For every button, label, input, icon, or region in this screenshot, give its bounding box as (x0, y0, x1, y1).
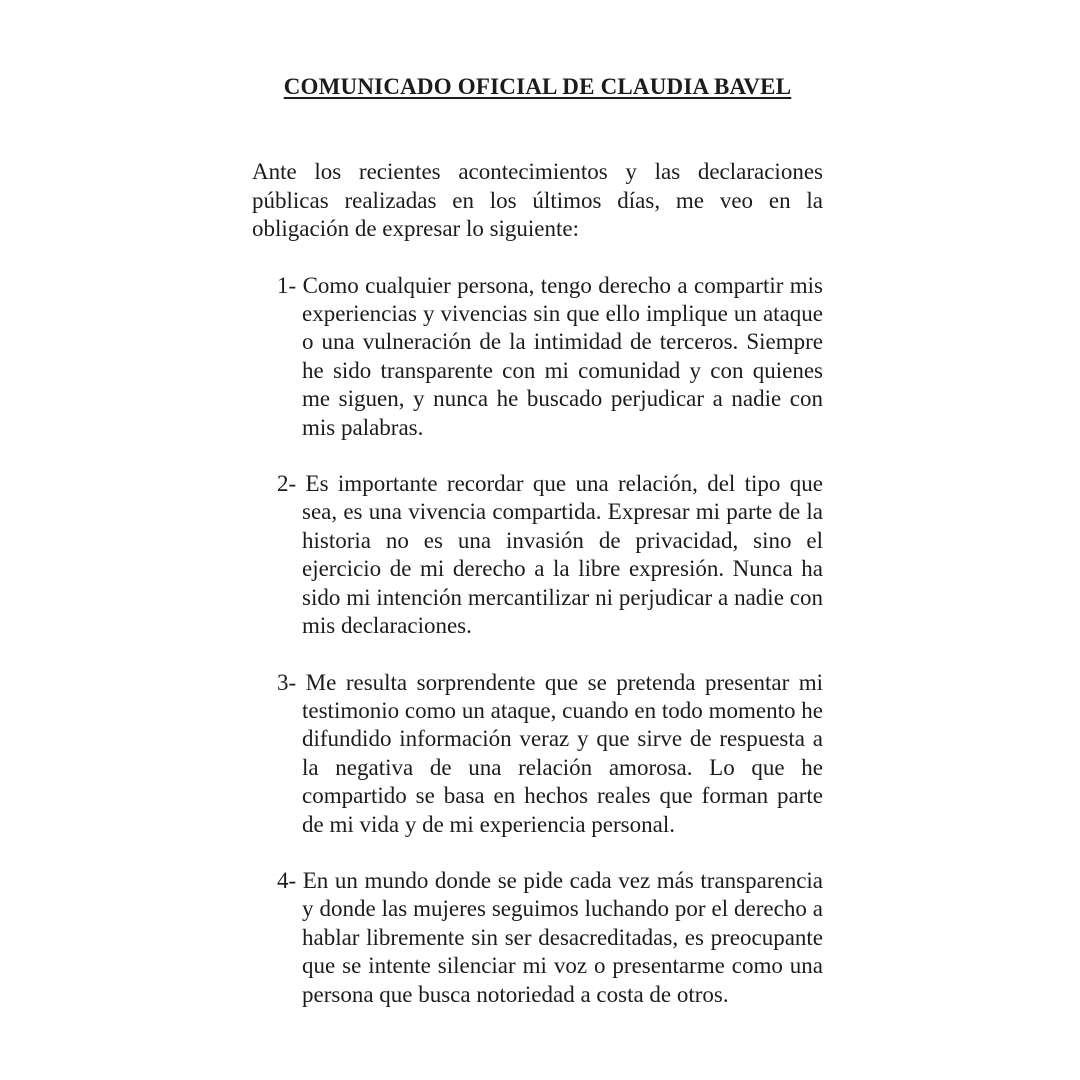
item-text: Como cualquier persona, tengo derecho a compartir mis experiencias y vivencias sin que ello implique un ataque o una vulneración de la intimidad de terceros. Siempre he sido transparente con mi comunidad y con quienes me siguen, y nunca he buscado perjudicar a nadie con mis palabras. (302, 272, 824, 440)
list-item (252, 867, 823, 1009)
item-text: Me resulta sorprendente que se pretenda presentar mi testimonio como un ataque, cuando en todo momento he difundido información veraz y que sirve de respuesta a la negativa de una relación amorosa. Lo que he compartido se basa en hechos reales que forman parte de mi vida y de mi experiencia personal. (302, 669, 824, 837)
numbered-list (252, 272, 823, 1009)
list-item (252, 470, 823, 640)
list-item (252, 669, 823, 839)
item-number: 2- (277, 471, 297, 497)
item-number: 4- (277, 867, 297, 893)
item-number: 1- (277, 272, 297, 298)
list-item (252, 272, 823, 442)
item-number: 3- (277, 669, 297, 695)
item-text: En un mundo donde se pide cada vez más transparencia y donde las mujeres seguimos luchando por el derecho a hablar libremente sin ser desacreditadas, es preocupante que se intente silenciar mi voz o presentarme como una persona que busca notoriedad a costa de otros. (302, 867, 824, 1007)
item-text: Es importante recordar que una relación, del tipo que sea, es una vivencia compartida. Expresar mi parte de la historia no es una invasión de privacidad, sino el ejercicio de mi derecho a la libre expresión. Nunca ha sido mi intención mercantilizar ni perjudicar a nadie con mis declaraciones. (302, 471, 824, 639)
intro-paragraph: Ante los recientes acontecimientos y las declaraciones públicas realizadas en los últimos días, me veo en la obligación de expresar lo siguiente: (252, 159, 823, 242)
document-content (252, 0, 823, 1009)
document-title: COMUNICADO OFICIAL DE CLAUDIA BAVEL (283, 74, 792, 99)
